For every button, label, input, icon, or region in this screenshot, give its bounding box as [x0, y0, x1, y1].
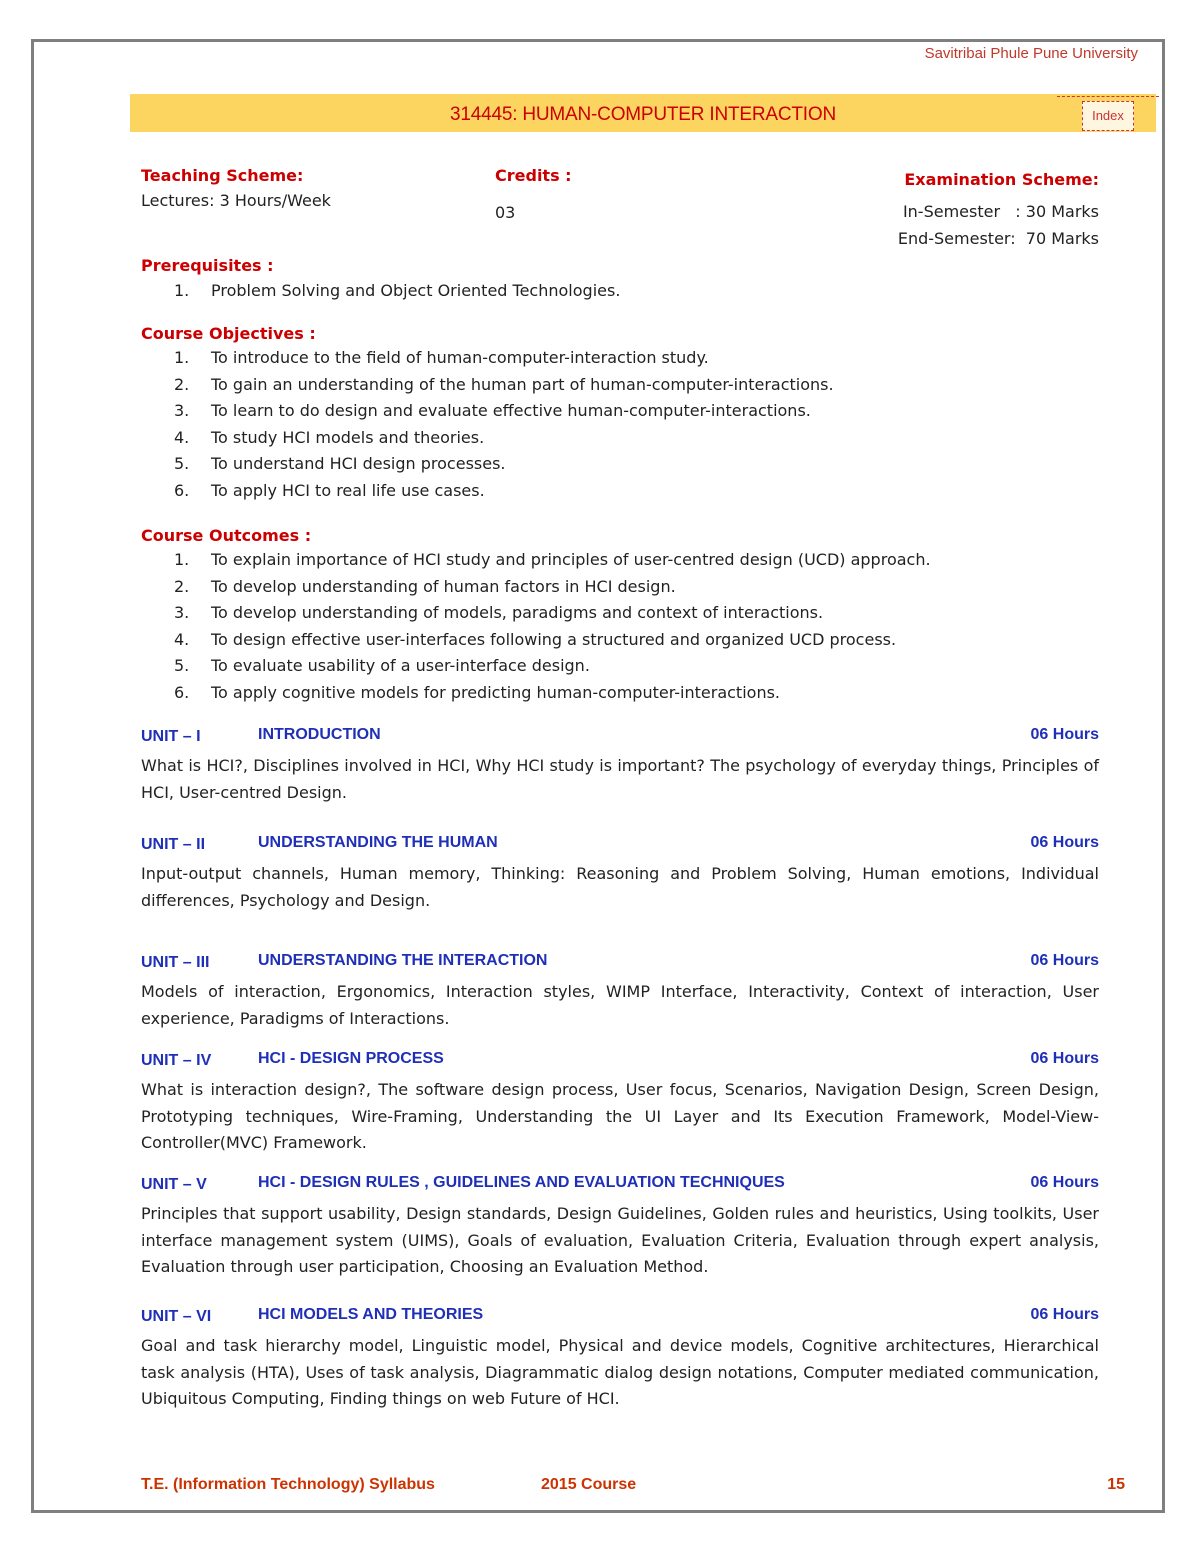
- list-item: [141, 627, 931, 654]
- unit-title: UNDERSTANDING THE INTERACTION: [258, 952, 548, 969]
- unit-hours: 06 Hours: [1030, 834, 1099, 851]
- list-item: [141, 478, 834, 505]
- list-item: [141, 278, 620, 305]
- unit-number: UNIT – II: [141, 836, 206, 853]
- university-name: Savitribai Phule Pune University: [924, 45, 1138, 62]
- in-semester-marks: In-Semester : 30 Marks: [902, 202, 1099, 221]
- credits-value: 03: [495, 203, 516, 222]
- end-semester-marks: End-Semester: 70 Marks: [897, 229, 1099, 248]
- unit-1: [141, 726, 1099, 806]
- unit-header: [141, 726, 1099, 750]
- list-item-text: To explain importance of HCI study and principles of user-centred design (UCD) approach.: [211, 550, 931, 569]
- list-item: [141, 547, 931, 574]
- list-number: 3.: [174, 603, 190, 622]
- list-item-text: To evaluate usability of a user-interface design.: [211, 656, 590, 675]
- list-item-text: To apply cognitive models for predicting human-computer-interactions.: [211, 682, 780, 702]
- footer-course: 2015 Course: [541, 1476, 637, 1493]
- course-title: 314445: HUMAN-COMPUTER INTERACTION: [450, 104, 836, 125]
- list-item-text: Problem Solving and Object Oriented Technologies.: [211, 281, 621, 300]
- unit-2: [141, 834, 1099, 914]
- unit-title: INTRODUCTION: [258, 726, 381, 743]
- outcomes-label: Course Outcomes :: [141, 526, 312, 545]
- unit-header: [141, 1306, 1099, 1330]
- list-item: [141, 345, 834, 372]
- unit-hours: 06 Hours: [1030, 1306, 1099, 1323]
- list-number: 1.: [174, 281, 190, 300]
- unit-5: [141, 1174, 1099, 1281]
- unit-content: Principles that support usability, Design standards, Design Guidelines, Golden rules and heuristics, Using toolkits, User interface management system (UIMS), Goals of evaluation, Evaluation Criteria, Evaluation through expert analysis, Evaluation through user participation, Choosing an Evaluation Method.: [141, 1204, 1099, 1276]
- unit-3: [141, 952, 1099, 1032]
- unit-header: [141, 834, 1099, 858]
- list-item: [141, 653, 931, 680]
- teaching-scheme-value: Lectures: 3 Hours/Week: [141, 191, 331, 210]
- list-item-text: To introduce to the field of human-computer-interaction study.: [211, 348, 709, 367]
- list-number: 5.: [174, 656, 190, 675]
- unit-content: Input-output channels, Human memory, Thinking: Reasoning and Problem Solving, Human emotions, Individual differences, Psychology and Design.: [141, 864, 1099, 910]
- prerequisites-label: Prerequisites :: [141, 256, 274, 275]
- unit-4: [141, 1050, 1099, 1157]
- unit-title: HCI - DESIGN PROCESS: [258, 1050, 444, 1067]
- unit-header: [141, 1174, 1099, 1198]
- list-item-text: To understand HCI design processes.: [211, 454, 506, 473]
- unit-content: Goal and task hierarchy model, Linguistic model, Physical and device models, Cognitive architectures, Hierarchical task analysis (HTA), Uses of task analysis, Diagrammatic dialog design notations, Computer mediated communication, Ubiquitous Computing, Finding things on web Future of HCI.: [141, 1336, 1099, 1408]
- unit-6: [141, 1306, 1099, 1413]
- list-item: [141, 600, 931, 627]
- outcomes-section: [141, 526, 931, 706]
- list-number: 2.: [174, 576, 190, 596]
- unit-number: UNIT – III: [141, 954, 210, 971]
- unit-title: HCI MODELS AND THEORIES: [258, 1306, 484, 1323]
- list-item: [141, 425, 834, 452]
- list-item-text: To learn to do design and evaluate effective human-computer-interactions.: [211, 401, 811, 420]
- list-item-text: To apply HCI to real life use cases.: [211, 480, 485, 500]
- unit-hours: 06 Hours: [1030, 952, 1099, 969]
- page-number: 15: [1107, 1476, 1125, 1493]
- unit-hours: 06 Hours: [1030, 1050, 1099, 1067]
- unit-hours: 06 Hours: [1030, 1174, 1099, 1191]
- list-number: 2.: [174, 374, 190, 394]
- unit-content: What is HCI?, Disciplines involved in HCI, Why HCI study is important? The psychology of everyday things, Principles of HCI, User-centred Design.: [141, 756, 1099, 802]
- examination-scheme-label: Examination Scheme:: [904, 170, 1099, 189]
- footer-syllabus: T.E. (Information Technology) Syllabus: [141, 1476, 435, 1493]
- list-item: [141, 451, 834, 478]
- list-item: [141, 680, 931, 707]
- course-title-bar: [130, 94, 1156, 132]
- prerequisites-list: [141, 278, 620, 305]
- unit-number: UNIT – VI: [141, 1308, 212, 1325]
- objectives-label: Course Objectives :: [141, 324, 316, 343]
- unit-number: UNIT – I: [141, 728, 201, 745]
- list-number: 5.: [174, 454, 190, 473]
- unit-content: Models of interaction, Ergonomics, Interaction styles, WIMP Interface, Interactivity, Context of interaction, User experience, Paradigms of Interactions.: [141, 982, 1099, 1028]
- list-item: [141, 574, 931, 601]
- list-number: 3.: [174, 401, 190, 420]
- list-item-text: To develop understanding of human factors in HCI design.: [211, 576, 676, 596]
- unit-title: HCI - DESIGN RULES , GUIDELINES AND EVALUATION TECHNIQUES: [258, 1174, 785, 1191]
- unit-number: UNIT – IV: [141, 1052, 212, 1069]
- list-item-text: To design effective user-interfaces following a structured and organized UCD process.: [211, 629, 897, 649]
- list-item-text: To study HCI models and theories.: [211, 427, 485, 447]
- teaching-scheme-label: Teaching Scheme:: [141, 166, 304, 185]
- list-number: 1.: [174, 348, 190, 367]
- unit-title: UNDERSTANDING THE HUMAN: [258, 834, 498, 851]
- list-item-text: To gain an understanding of the human part of human-computer-interactions.: [211, 374, 834, 394]
- list-number: 4.: [174, 427, 190, 447]
- list-number: 6.: [174, 480, 190, 500]
- unit-hours: 06 Hours: [1030, 726, 1099, 743]
- list-number: 6.: [174, 682, 190, 702]
- list-number: 1.: [174, 550, 190, 569]
- outcomes-list: [141, 547, 931, 706]
- unit-content: What is interaction design?, The software design process, User focus, Scenarios, Navigation Design, Screen Design, Prototyping techniques, Wire-Framing, Understanding the UI Layer and Its Execution Framework, Model-View-Controller(MVC) Framework.: [141, 1080, 1099, 1152]
- objectives-section: [141, 324, 834, 504]
- credits-label: Credits :: [495, 166, 572, 185]
- list-item-text: To develop understanding of models, paradigms and context of interactions.: [211, 603, 824, 622]
- prerequisites-section: [141, 256, 620, 305]
- objectives-list: [141, 345, 834, 504]
- list-item: [141, 398, 834, 425]
- list-item: [141, 372, 834, 399]
- unit-number: UNIT – V: [141, 1176, 207, 1193]
- unit-header: [141, 1050, 1099, 1074]
- unit-header: [141, 952, 1099, 976]
- list-number: 4.: [174, 629, 190, 649]
- index-link[interactable]: Index: [1082, 101, 1134, 131]
